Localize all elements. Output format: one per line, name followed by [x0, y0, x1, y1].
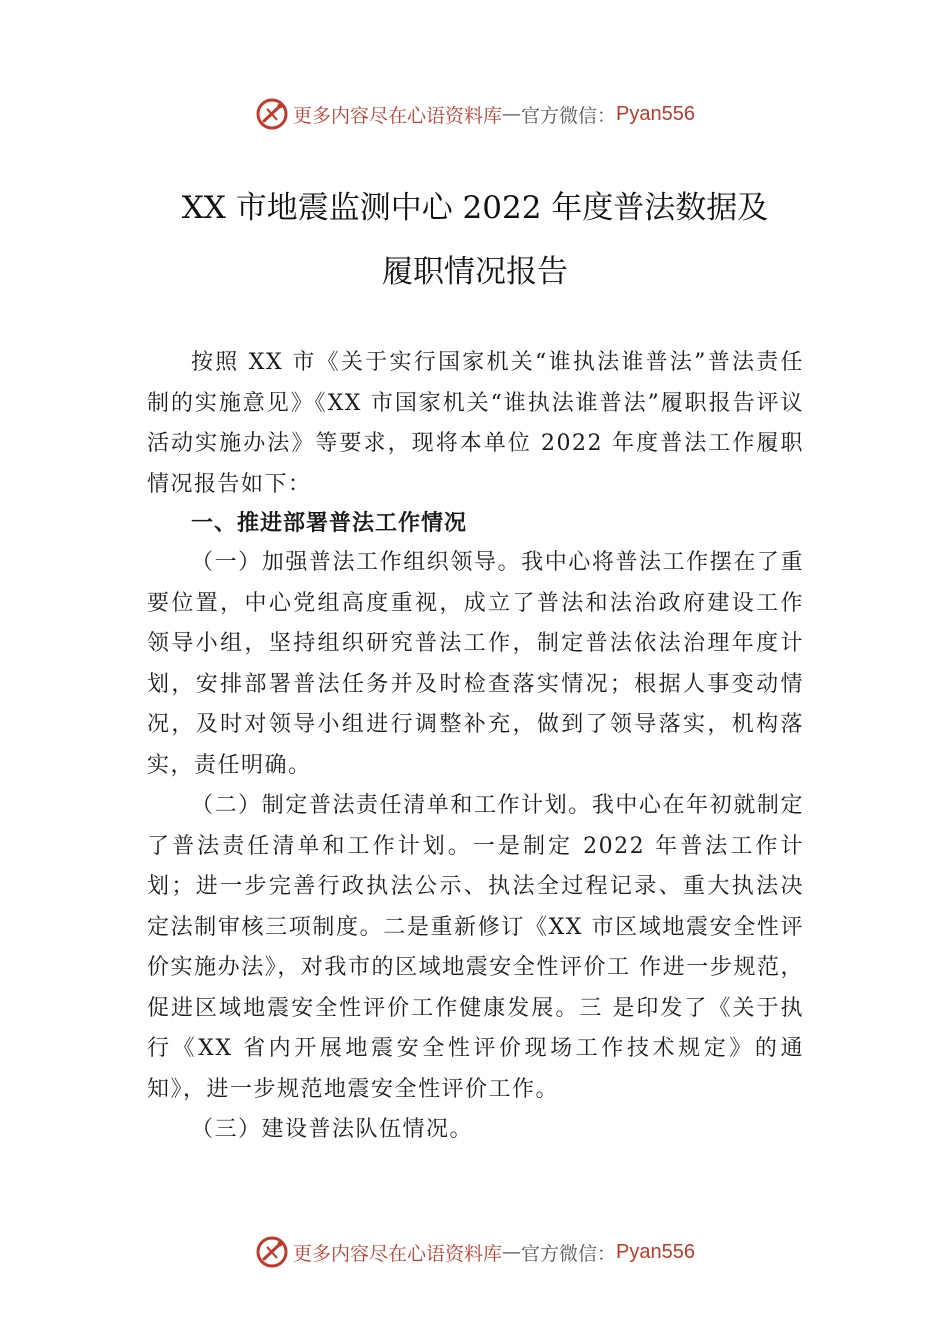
banner-wechat-id: Pyan556: [616, 102, 695, 125]
banner-separator: —: [502, 103, 522, 125]
logo-icon: [255, 1235, 289, 1269]
paragraph-2: （二）制定普法责任清单和工作计划。我中心在年初就制定了普法责任清单和工作计划。一是制定 2022 年普法工作计划；进一步完善行政执法公示、执法全过程记录、重大执法决定法制审核三项制度。二是重新修订《XX 市区域地震安全性评价实施办法》，对我市的区域地震安全性评价工 作进一步规范，促进区域地震安全性评价工作健康发展。三 是印发了《关于执行《XX 省内开展地震安全性评价现场工作技术规定》的通知》，进一步规范地震安全性评价工作。: [147, 793, 804, 1102]
footer-wechat-label: 官方微信：: [521, 1242, 617, 1265]
document-title: [100, 176, 850, 304]
header-banner: [0, 94, 950, 134]
paragraph-3: （三）建设普法队伍情况。: [191, 1117, 474, 1142]
paragraph-1: （一）加强普法工作组织领导。我中心将普法工作摆在了重要位置，中心党组高度重视，成立了普法和法治政府建设工作领导小组，坚持组织研究普法工作，制定普法依法治理年度计划，安排部署普法任务并及时检查落实情况；根据人事变动情况，及时对领导小组进行调整补充，做到了领导落实，机构落实，责任明确。: [147, 550, 804, 778]
banner-wechat-label: 官方微信：: [521, 104, 617, 127]
title-line-1: XX 市地震监测中心 2022 年度普法数据及: [181, 190, 769, 226]
logo-icon: [255, 97, 289, 131]
footer-wechat-id: Pyan556: [616, 1240, 695, 1263]
footer-separator: —: [502, 1241, 522, 1263]
section-1-heading: 一、推进部署普法工作情况: [191, 511, 468, 536]
intro-paragraph: 按照 XX 市《关于实行国家机关“谁执法谁普法”普法责任制的实施意见》《XX 市国家机关“谁执法谁普法”履职报告评议活动实施办法》等要求，现将本单位 2022 年度普法工作履职情况报告如下：: [147, 350, 804, 497]
document-body: [147, 343, 804, 1151]
banner-slogan: 更多内容尽在心语资料库: [293, 104, 503, 127]
footer-banner: [0, 1232, 950, 1272]
footer-slogan: 更多内容尽在心语资料库: [293, 1242, 503, 1265]
title-line-2: 履职情况报告: [382, 254, 568, 290]
